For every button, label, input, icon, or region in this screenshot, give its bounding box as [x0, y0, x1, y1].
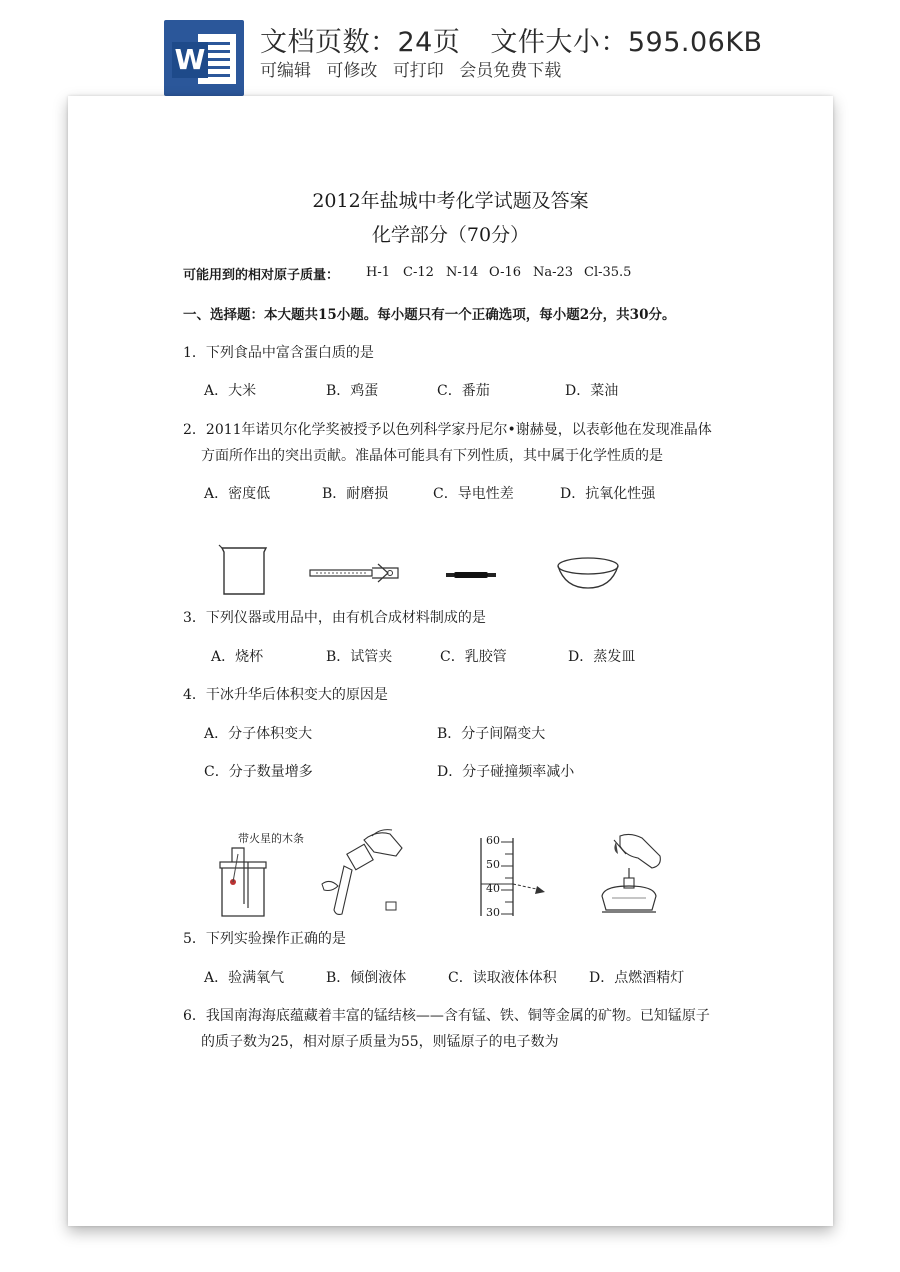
document-page	[68, 96, 833, 1226]
q2-option-d: D．抗氧化性强	[560, 486, 656, 502]
q6-stem-line2: 的质子数为25，相对原子质量为55，则锰原子的电子数为	[201, 1034, 559, 1050]
cylinder-tick-60: 60	[486, 834, 500, 847]
file-info-line	[260, 20, 763, 59]
feature-printable: 可打印	[392, 61, 444, 81]
q1-stem: 1．下列食品中富含蛋白质的是	[183, 345, 374, 361]
q5-option-d: D．点燃酒精灯	[589, 970, 685, 986]
q1-option-c: C．番茄	[437, 383, 490, 399]
q3-option-a: A．烧杯	[211, 649, 264, 665]
atomic-mass-o: O-16	[489, 265, 522, 280]
q3-stem: 3．下列仪器或用品中，由有机合成材料制成的是	[183, 610, 486, 626]
feature-list	[260, 56, 571, 81]
q3-option-b: B．试管夹	[326, 649, 393, 665]
file-size: 文件大小：595.06KB	[490, 27, 763, 58]
test-tube-clamp-figure	[308, 562, 403, 584]
feature-free-download: 会员免费下载	[459, 61, 562, 81]
q6-stem-line1: 6．我国南海海底蕴藏着丰富的锰结核——含有锰、铁、铜等金属的矿物。已知锰原子	[183, 1008, 710, 1024]
q5-option-a: A．验满氧气	[204, 970, 285, 986]
q5-option-b: B．倾倒液体	[326, 970, 407, 986]
q1-option-d: D．菜油	[565, 383, 619, 399]
doc-title: 2012年盐城中考化学试题及答案	[312, 190, 589, 212]
q1-option-a: A．大米	[204, 383, 257, 399]
pouring-liquid-figure	[314, 826, 410, 918]
atomic-mass-na: Na-23	[533, 265, 574, 280]
rubber-tube-figure	[446, 570, 496, 580]
cylinder-tick-50: 50	[486, 858, 500, 871]
q5-option-c: C．读取液体体积	[448, 970, 557, 986]
glowing-splint-label: 带火星的木条	[238, 832, 304, 845]
q2-stem-line1: 2．2011年诺贝尔化学奖被授予以色列科学家丹尼尔•谢赫曼，以表彰他在发现准晶体	[183, 422, 712, 438]
q3-option-d: D．蒸发皿	[568, 649, 636, 665]
q4-option-b: B．分子间隔变大	[437, 726, 546, 742]
atomic-mass-label: 可能用到的相对原子质量：	[183, 268, 340, 283]
word-letter-icon: W	[172, 42, 208, 78]
doc-subtitle: 化学部分（70分）	[371, 224, 530, 246]
cylinder-tick-30: 30	[486, 906, 500, 919]
page-count: 文档页数：24页	[260, 27, 461, 58]
cylinder-tick-40: 40	[486, 882, 500, 895]
atomic-mass-cl: Cl-35.5	[584, 265, 632, 280]
feature-editable: 可编辑	[260, 61, 311, 81]
section-heading: 一、选择题：本大题共15小题。每小题只有一个正确选项，每小题2分，共30分。	[183, 307, 676, 323]
q2-option-a: A．密度低	[204, 486, 271, 502]
q5-stem: 5．下列实验操作正确的是	[183, 931, 346, 947]
q2-stem-line2: 方面所作出的突出贡献。准晶体可能具有下列性质，其中属于化学性质的是	[201, 448, 663, 464]
q4-option-a: A．分子体积变大	[204, 726, 313, 742]
q2-option-c: C．导电性差	[433, 486, 514, 502]
q4-option-c: C．分子数量增多	[204, 764, 313, 780]
q3-option-c: C．乳胶管	[440, 649, 507, 665]
q1-option-b: B．鸡蛋	[326, 383, 379, 399]
atomic-mass-h: H-1	[366, 265, 391, 280]
oxygen-test-figure	[216, 844, 272, 920]
atomic-mass-n: N-14	[446, 265, 479, 280]
q4-stem: 4．干冰升华后体积变大的原因是	[183, 687, 388, 703]
feature-modifiable: 可修改	[326, 61, 378, 81]
q2-option-b: B．耐磨损	[322, 486, 389, 502]
atomic-mass-c: C-12	[403, 265, 434, 280]
alcohol-lamp-figure	[590, 832, 672, 916]
word-file-icon	[164, 20, 244, 96]
q4-option-d: D．分子碰撞频率减小	[437, 764, 575, 780]
evaporating-dish-figure	[555, 554, 621, 590]
beaker-figure	[218, 544, 270, 598]
